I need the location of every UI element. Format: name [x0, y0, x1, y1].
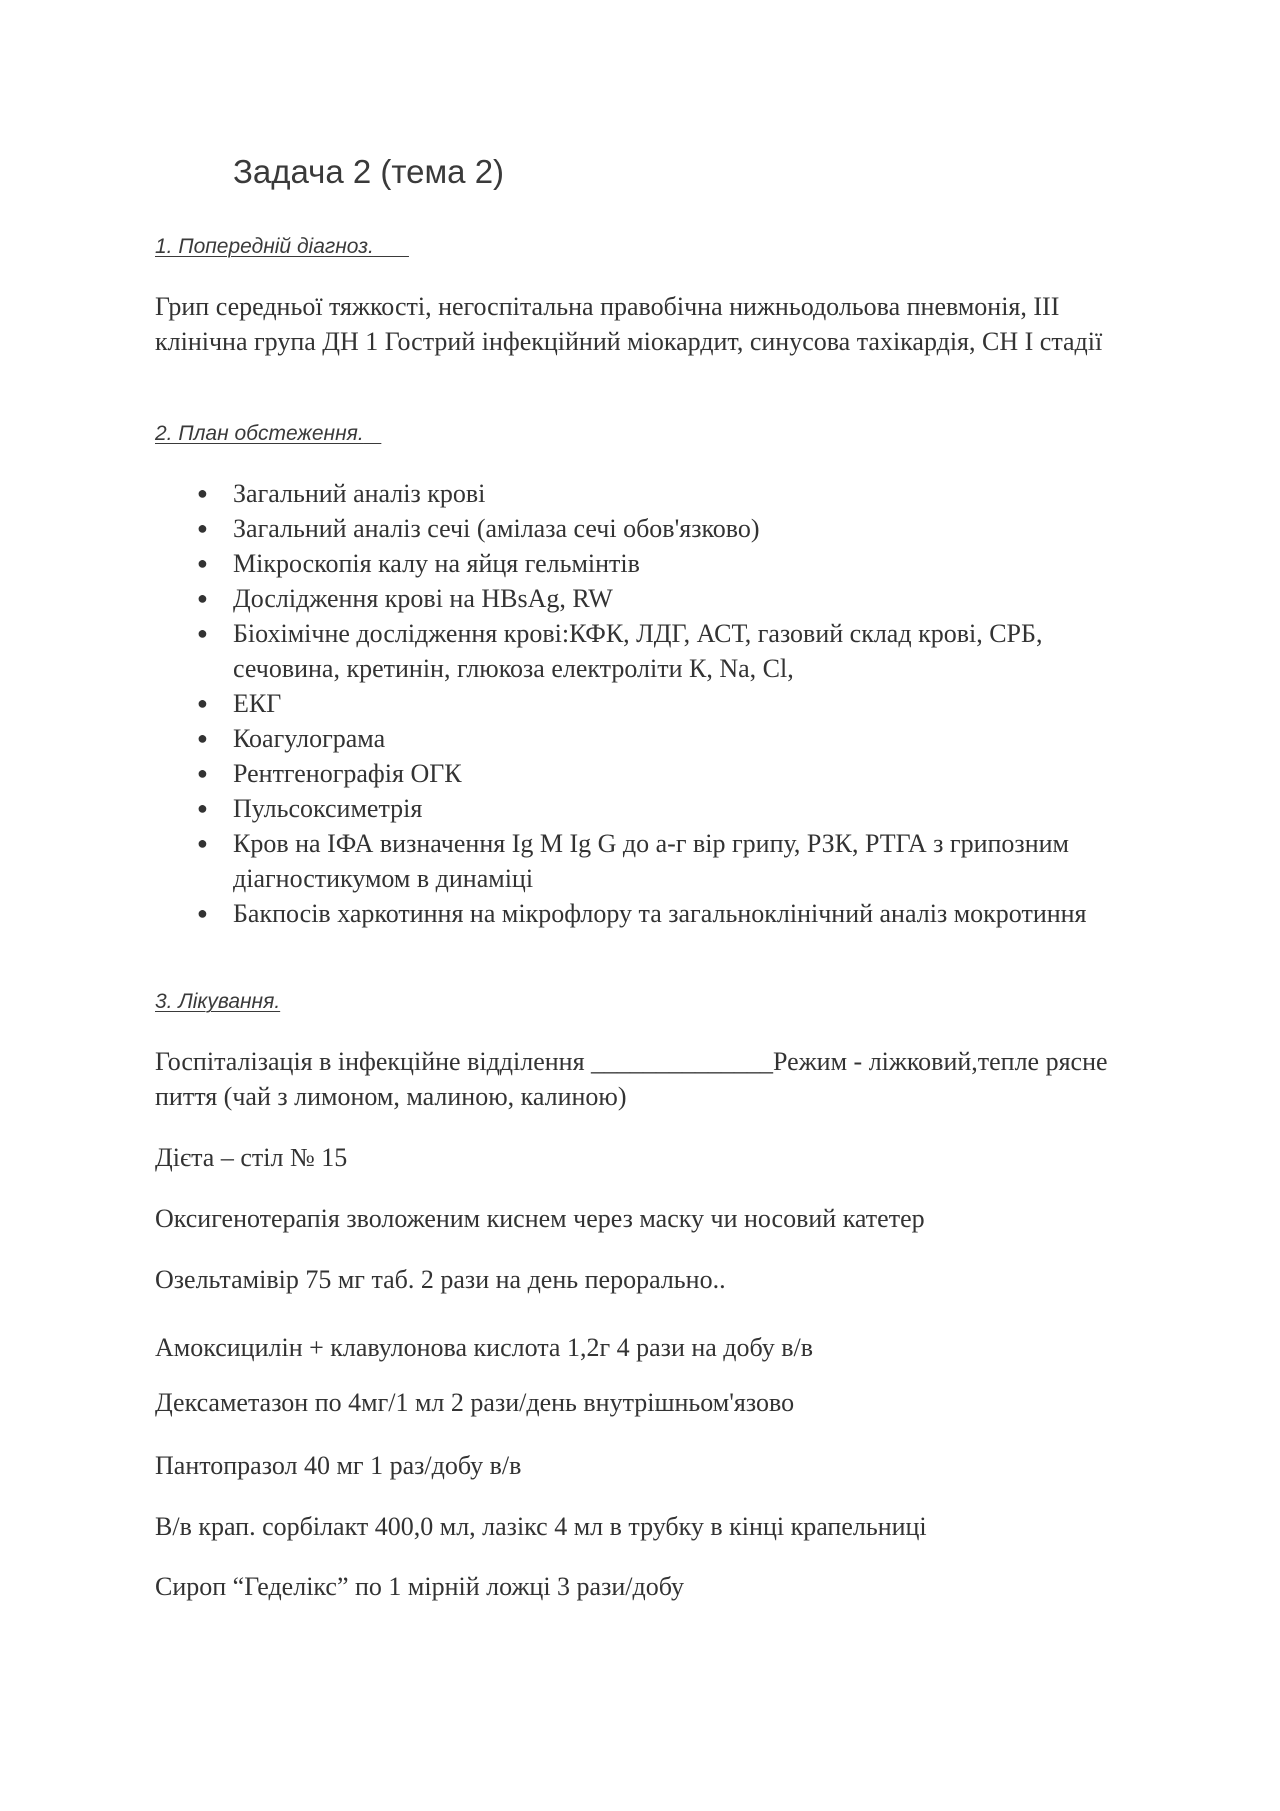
list-item: [155, 791, 1135, 826]
bullet-icon: ●: [197, 588, 208, 608]
list-item-text: Біохімічне дослідження крові:КФК, ЛДГ, АСТ, газовий склад крові, СРБ, сечовина, кретинін, глюкоза електроліти К, Na, Cl,: [233, 619, 1043, 683]
list-item-text: ЕКГ: [233, 689, 282, 718]
treatment-heading-text: 3. Лікування.: [155, 990, 281, 1013]
bullet-icon: ●: [197, 623, 208, 643]
treatment-paragraph: Сироп “Геделікс” по 1 мірній ложці 3 рази/добу: [155, 1572, 684, 1601]
list-item-text: Мікроскопія калу на яйця гельмінтів: [233, 549, 640, 578]
list-item: [155, 511, 1135, 546]
list-item-text: Дослідження крові на HBsAg, RW: [233, 584, 613, 613]
plan-list: [155, 476, 1135, 931]
plan-heading-text: 2. План обстеження.: [155, 422, 364, 445]
treatment-paragraph: Дієта – стіл № 15: [155, 1143, 348, 1172]
treatment-paragraph: Госпіталізація в інфекційне відділення ______________Режим - ліжковий,тепле рясне пиття (чай з лимоном, малиною, калиною): [155, 1047, 1108, 1111]
bullet-icon: ●: [197, 553, 208, 573]
bullet-icon: ●: [197, 798, 208, 818]
plan-heading: [155, 421, 381, 446]
diagnosis-heading: [155, 234, 409, 259]
treatment-paragraph: Оксигенотерапія зволоженим киснем через маску чи носовий катетер: [155, 1204, 925, 1233]
treatment-heading: [155, 989, 280, 1014]
treatment-paragraph: Дексаметазон по 4мг/1 мл 2 рази/день внутрішньом'язово: [155, 1388, 795, 1417]
list-item: [155, 896, 1135, 931]
treatment-paragraph: В/в крап. сорбілакт 400,0 мл, лазікс 4 мл в трубку в кінці крапельниці: [155, 1512, 927, 1541]
list-item: [155, 616, 1135, 686]
treatment-paragraph: Озельтамівір 75 мг таб. 2 рази на день перорально..: [155, 1265, 726, 1294]
list-item-text: Загальний аналіз сечі (амілаза сечі обов'язково): [233, 514, 760, 543]
bullet-icon: ●: [197, 833, 208, 853]
treatment-paragraph: Амоксицилін + клавулонова кислота 1,2г 4 рази на добу в/в: [155, 1333, 814, 1362]
list-item-text: Кров на ІФА визначення Ig M Ig G до а-г вір грипу, РЗК, РТГА з грипозним діагностикумом в динаміці: [233, 829, 1069, 893]
bullet-icon: ●: [197, 483, 208, 503]
diagnosis-heading-text: 1. Попередній діагноз.: [155, 235, 374, 258]
bullet-icon: ●: [197, 903, 208, 923]
diagnosis-heading-trail: [374, 235, 409, 258]
bullet-icon: ●: [197, 728, 208, 748]
list-item: [155, 686, 1135, 721]
plan-heading-trail: [364, 422, 382, 445]
list-item: [155, 826, 1135, 896]
list-item-text: Бакпосів харкотиння на мікрофлору та загальноклінічний аналіз мокротиння: [233, 899, 1087, 928]
treatment-paragraph: Пантопразол 40 мг 1 раз/добу в/в: [155, 1451, 522, 1480]
list-item-text: Пульсоксиметрія: [233, 794, 423, 823]
list-item-text: Загальний аналіз крові: [233, 479, 486, 508]
list-item-text: Коагулограма: [233, 724, 386, 753]
list-item: [155, 581, 1135, 616]
list-item: [155, 721, 1135, 756]
diagnosis-text: Грип середньої тяжкості, негоспітальна правобічна нижньодольова пневмонія, ІІІ клінічна група ДН 1 Гострий інфекційний міокардит, синусова тахікардія, СН І стадії: [155, 292, 1103, 356]
bullet-icon: ●: [197, 763, 208, 783]
list-item: [155, 476, 1135, 511]
bullet-icon: ●: [197, 518, 208, 538]
bullet-icon: ●: [197, 693, 208, 713]
list-item-text: Рентгенографія ОГК: [233, 759, 462, 788]
list-item: [155, 756, 1135, 791]
list-item: [155, 546, 1135, 581]
document-title: Задача 2 (тема 2): [233, 153, 505, 190]
